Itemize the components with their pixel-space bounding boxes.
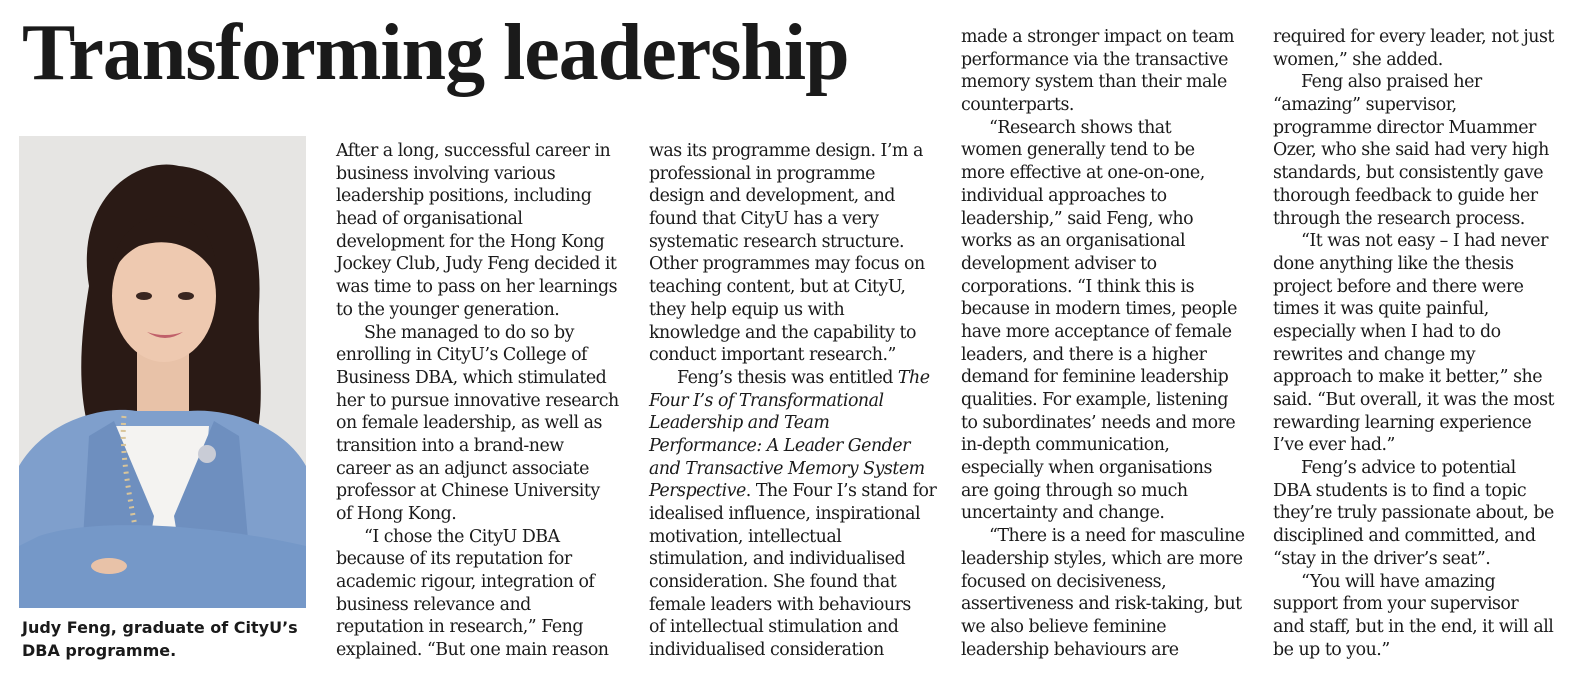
body-text-line xyxy=(1273,139,1573,162)
body-text-line xyxy=(961,639,1261,662)
body-text-line xyxy=(649,253,949,276)
line-text: systematic research structure. xyxy=(649,231,905,252)
line-text: academic rigour, integration of xyxy=(336,572,595,593)
italic-title-text: The xyxy=(897,367,930,388)
line-text: conduct important research.” xyxy=(649,345,896,366)
line-text: I’ve ever had.” xyxy=(1273,435,1395,456)
line-text: Feng’s thesis was entitled xyxy=(677,367,898,388)
line-text: uncertainty and change. xyxy=(961,503,1165,524)
line-text: performance via the transactive xyxy=(961,49,1228,70)
body-text-line xyxy=(961,208,1261,231)
body-text-line xyxy=(336,344,636,367)
body-text-line xyxy=(961,389,1261,412)
line-text: through the research process. xyxy=(1273,208,1525,229)
body-text-line xyxy=(1273,230,1573,253)
line-text: focused on decisiveness, xyxy=(961,571,1167,592)
line-text: demand for feminine leadership xyxy=(961,367,1229,388)
body-text-line xyxy=(961,457,1261,480)
body-text-line xyxy=(336,571,636,594)
body-text-line xyxy=(961,94,1261,117)
line-text: Business DBA, which stimulated xyxy=(336,367,607,388)
body-text-line xyxy=(336,231,636,254)
line-text: more effective at one-on-one, xyxy=(961,163,1205,184)
body-text-line xyxy=(961,49,1261,72)
body-text-line xyxy=(1273,71,1573,94)
line-text: especially when organisations xyxy=(961,458,1212,479)
body-text-line xyxy=(961,502,1261,525)
line-text: leadership styles, which are more xyxy=(961,548,1243,569)
body-text-line xyxy=(649,639,949,662)
line-text: her to pursue innovative research xyxy=(336,390,619,411)
body-text-line xyxy=(1273,117,1573,140)
line-text: transition into a brand-new xyxy=(336,435,564,456)
line-text: head of organisational xyxy=(336,209,523,230)
line-text: “Research shows that xyxy=(989,117,1172,138)
line-text: development for the Hong Kong xyxy=(336,231,605,252)
body-text-line xyxy=(336,616,636,639)
line-text: qualities. For example, listening xyxy=(961,390,1228,410)
line-text: leadership behaviours are xyxy=(961,639,1179,660)
line-text: we also believe feminine xyxy=(961,616,1167,637)
line-text: in-depth communication, xyxy=(961,435,1170,456)
body-text-line xyxy=(336,253,636,276)
body-text-line xyxy=(1273,208,1573,231)
body-text-line xyxy=(1273,162,1573,185)
body-text-line xyxy=(649,208,949,231)
line-text: development adviser to xyxy=(961,253,1157,274)
line-text: programme director Muammer xyxy=(1273,117,1536,138)
body-text-line xyxy=(961,71,1261,94)
line-text: consideration. She found that xyxy=(649,572,897,593)
body-text-line xyxy=(649,163,949,186)
line-text: explained. “But one main reason xyxy=(336,640,609,661)
line-text: to the younger generation. xyxy=(336,299,560,320)
body-text-line xyxy=(961,185,1261,208)
line-text: thorough feedback to guide her xyxy=(1273,185,1538,206)
portrait-illustration xyxy=(19,136,306,608)
body-text-line xyxy=(649,571,949,594)
body-text-line xyxy=(1273,389,1573,412)
line-text: idealised influence, inspirational xyxy=(649,504,921,524)
line-text: DBA students is to find a topic xyxy=(1273,480,1527,501)
body-text-line xyxy=(649,616,949,639)
body-text-line xyxy=(961,321,1261,344)
line-text: made a stronger impact on team xyxy=(961,27,1235,47)
line-text: said. “But overall, it was the most xyxy=(1273,390,1555,410)
line-text: required for every leader, not just xyxy=(1273,27,1554,47)
line-text: disciplined and committed, and xyxy=(1273,526,1536,547)
body-text-line xyxy=(649,276,949,299)
line-text: career as an adjunct associate xyxy=(336,458,589,479)
line-text: standards, but consistently gave xyxy=(1273,163,1544,184)
body-text-line xyxy=(649,458,949,481)
body-text-line xyxy=(649,299,949,322)
body-text-line xyxy=(1273,185,1573,208)
line-text: was time to pass on her learnings xyxy=(336,277,618,298)
body-text-line xyxy=(649,140,949,163)
body-text-line xyxy=(336,435,636,458)
line-text: to subordinates’ needs and more xyxy=(961,412,1236,433)
body-text-line xyxy=(649,390,949,413)
line-text: “You will have amazing xyxy=(1301,571,1496,592)
body-text-line xyxy=(649,185,949,208)
portrait-photo xyxy=(19,136,306,608)
body-text-line xyxy=(1273,639,1573,662)
line-text: assertiveness and risk-taking, but xyxy=(961,594,1242,615)
line-text: found that CityU has a very xyxy=(649,209,879,230)
body-text-line xyxy=(649,367,949,390)
body-text-line xyxy=(961,548,1261,571)
body-text-line xyxy=(1273,548,1573,571)
photo-caption xyxy=(22,616,312,662)
body-text-line xyxy=(649,526,949,549)
headline: Transforming leadership xyxy=(22,9,849,97)
line-text: project before and there were xyxy=(1273,276,1524,297)
line-text: business relevance and xyxy=(336,594,531,615)
line-text: because in modern times, people xyxy=(961,299,1237,320)
line-text: are going through so much xyxy=(961,480,1188,501)
caption-line: DBA programme. xyxy=(22,641,177,660)
line-text: leadership,” said Feng, who xyxy=(961,208,1194,229)
line-text: they’re truly passionate about, be xyxy=(1273,503,1554,524)
line-text: women,” she added. xyxy=(1273,49,1443,70)
line-text: teaching content, but at CityU, xyxy=(649,277,906,298)
body-text-line xyxy=(1273,502,1573,525)
line-text: design and development, and xyxy=(649,186,895,207)
body-text-line xyxy=(961,230,1261,253)
line-text: approach to make it better,” she xyxy=(1273,367,1542,388)
line-text: because of its reputation for xyxy=(336,549,572,570)
body-text-line xyxy=(1273,366,1573,389)
body-text-line xyxy=(336,480,636,503)
body-text-line xyxy=(336,276,636,299)
body-text-line xyxy=(649,480,949,503)
body-text-line xyxy=(649,412,949,435)
body-text-line xyxy=(1273,434,1573,457)
body-text-line xyxy=(336,412,636,435)
body-text-line xyxy=(336,299,636,322)
body-text-line xyxy=(1273,571,1573,594)
body-text-line xyxy=(961,480,1261,503)
body-text-line xyxy=(336,163,636,186)
body-text-line xyxy=(649,503,949,526)
body-text-line xyxy=(961,525,1261,548)
line-text: Feng’s advice to potential xyxy=(1301,458,1516,479)
body-text-line xyxy=(961,253,1261,276)
line-text: Feng also praised her xyxy=(1301,72,1482,93)
line-text: “There is a need for masculine xyxy=(989,526,1245,547)
article-column-2 xyxy=(649,140,949,662)
body-text-line xyxy=(336,639,636,662)
line-text: of intellectual stimulation and xyxy=(649,617,899,638)
line-text: “amazing” supervisor, xyxy=(1273,95,1457,116)
line-text: Jockey Club, Judy Feng decided it xyxy=(336,254,617,275)
line-text: rewrites and change my xyxy=(1273,344,1476,365)
body-text-line xyxy=(961,298,1261,321)
body-text-line xyxy=(961,571,1261,594)
line-text: motivation, intellectual xyxy=(649,526,842,547)
body-text-line xyxy=(1273,616,1573,639)
body-text-line xyxy=(961,26,1261,49)
line-text: was its programme design. I’m a xyxy=(649,141,923,161)
body-text-line xyxy=(961,344,1261,367)
line-text: counterparts. xyxy=(961,95,1074,116)
body-text-line xyxy=(961,434,1261,457)
body-text-line xyxy=(649,594,949,617)
body-text-line xyxy=(961,139,1261,162)
body-text-line xyxy=(649,231,949,254)
body-text-line xyxy=(961,162,1261,185)
body-text-line xyxy=(1273,94,1573,117)
body-text-line xyxy=(1273,480,1573,503)
body-text-line xyxy=(961,593,1261,616)
line-text: Other programmes may focus on xyxy=(649,254,925,275)
body-text-line xyxy=(1273,525,1573,548)
body-text-line xyxy=(649,548,949,571)
line-text: “I chose the CityU DBA xyxy=(364,526,560,547)
line-text: business involving various xyxy=(336,163,556,184)
body-text-line xyxy=(336,322,636,345)
line-text: professional in programme xyxy=(649,163,875,184)
body-text-line xyxy=(336,140,636,163)
line-text: rewarding learning experience xyxy=(1273,412,1532,433)
body-text-line xyxy=(1273,412,1573,435)
line-text: leadership positions, including xyxy=(336,186,592,207)
body-text-line xyxy=(961,366,1261,389)
line-text: done anything like the thesis xyxy=(1273,253,1514,274)
line-text: “It was not easy – I had never xyxy=(1301,231,1548,252)
line-text: be up to you.” xyxy=(1273,639,1390,660)
body-text-line xyxy=(336,390,636,413)
caption-line: Judy Feng, graduate of CityU’s xyxy=(22,618,298,637)
line-text: have more acceptance of female xyxy=(961,321,1232,342)
body-text-line xyxy=(961,276,1261,299)
line-text: Ozer, who she said had very high xyxy=(1273,140,1549,161)
line-text: times it was quite painful, xyxy=(1273,299,1489,320)
article-column-1 xyxy=(336,140,636,662)
line-text: After a long, successful career in xyxy=(336,141,611,161)
body-text-line xyxy=(649,344,949,367)
line-text: women generally tend to be xyxy=(961,140,1195,161)
body-text-line xyxy=(1273,26,1573,49)
line-text: She managed to do so by xyxy=(364,322,574,343)
body-text-line xyxy=(336,208,636,231)
body-text-line xyxy=(961,117,1261,140)
line-text: they help equip us with xyxy=(649,299,845,320)
line-text: enrolling in CityU’s College of xyxy=(336,345,587,366)
body-text-line xyxy=(1273,344,1573,367)
line-text: reputation in research,” Feng xyxy=(336,617,583,638)
body-text-line xyxy=(336,458,636,481)
body-text-line xyxy=(649,322,949,345)
body-text-line xyxy=(1273,593,1573,616)
line-text: support from your supervisor xyxy=(1273,594,1519,615)
italic-title-text: and Transactive Memory System xyxy=(649,458,925,479)
line-text: corporations. “I think this is xyxy=(961,276,1195,297)
line-text: female leaders with behaviours xyxy=(649,594,911,615)
italic-title-text: Performance: A Leader Gender xyxy=(649,435,910,456)
line-text: especially when I had to do xyxy=(1273,321,1501,342)
body-text-line xyxy=(336,594,636,617)
line-text: leaders, and there is a higher xyxy=(961,344,1207,365)
body-text-line xyxy=(1273,298,1573,321)
body-text-line xyxy=(1273,253,1573,276)
article-column-4 xyxy=(1273,26,1573,661)
body-text-line xyxy=(649,435,949,458)
line-text: . The Four I’s stand for xyxy=(745,481,937,502)
article-column-3 xyxy=(961,26,1261,661)
body-text-line xyxy=(961,412,1261,435)
line-text: and staff, but in the end, it will all xyxy=(1273,616,1554,637)
body-text-line xyxy=(336,548,636,571)
italic-title-text: Leadership and Team xyxy=(649,413,830,434)
body-text-line xyxy=(961,616,1261,639)
body-text-line xyxy=(1273,49,1573,72)
body-text-line xyxy=(1273,321,1573,344)
body-text-line xyxy=(336,367,636,390)
line-text: stimulation, and individualised xyxy=(649,549,906,570)
body-text-line xyxy=(1273,276,1573,299)
line-text: individualised consideration xyxy=(649,640,884,661)
body-text-line xyxy=(336,526,636,549)
line-text: professor at Chinese University xyxy=(336,481,600,502)
line-text: works as an organisational xyxy=(961,231,1186,252)
line-text: memory system than their male xyxy=(961,72,1227,93)
line-text: individual approaches to xyxy=(961,185,1167,206)
line-text: “stay in the driver’s seat”. xyxy=(1273,548,1491,569)
body-text-line xyxy=(1273,457,1573,480)
line-text: knowledge and the capability to xyxy=(649,322,916,343)
italic-title-text: Four I’s of Transformational xyxy=(649,390,884,411)
body-text-line xyxy=(336,185,636,208)
line-text: on female leadership, as well as xyxy=(336,413,602,434)
line-text: of Hong Kong. xyxy=(336,504,457,524)
body-text-line xyxy=(336,503,636,526)
italic-title-text: Perspective xyxy=(649,481,746,502)
